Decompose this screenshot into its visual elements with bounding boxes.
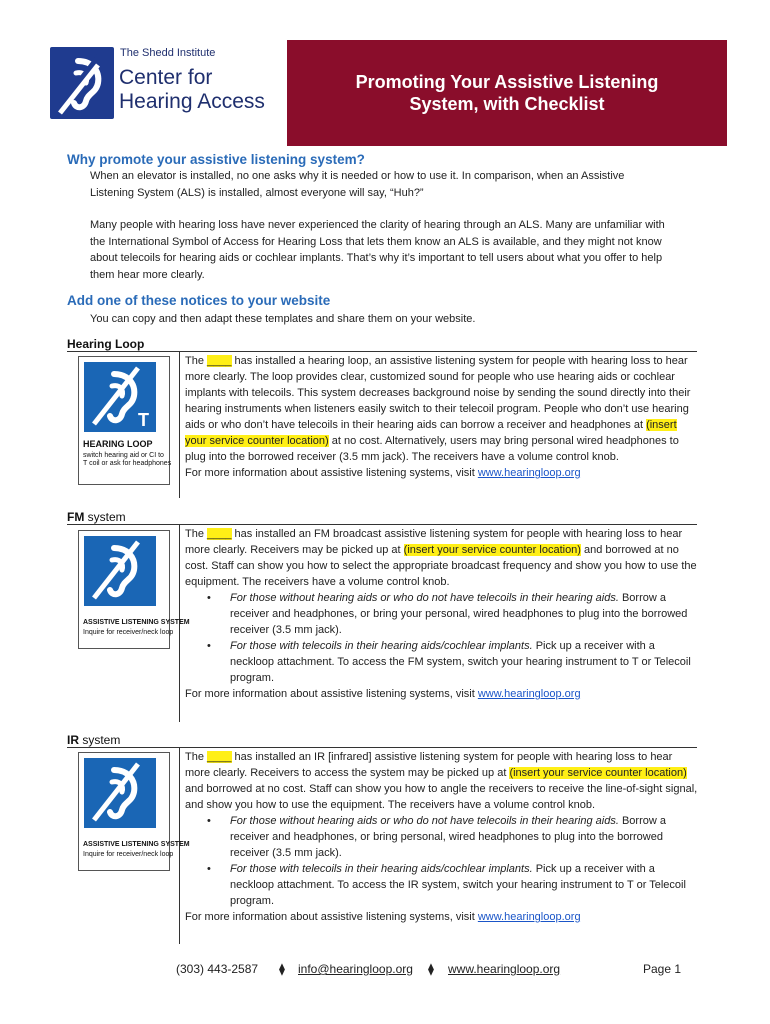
title-line-2: System, with Checklist [409,94,605,114]
ir-system-notice: The ____ has installed an IR [infrared] assistive listening system for people with hearing loss to hear more clearly. Receivers to access the system may be picked up at (insert your service counter location) and borrowed at no cost. Staff can show you how to angle the receivers to receive the line-of-sight signal, and show you how to use the equipment. The receivers have a volume control knob. • For those without hearing aids or who do not have telecoils in their hearing aids. Borrow a receiver and headphones, or bring personal, wired headphones to plug into the borrowed receiver (3.5 mm jack). • For those with telecoils in their hearing aids/cochlear implants. Pick up a receiver with a neckloop attachment. To access the IR system, switch your hearing instrument to T or Telecoil program. For more information about assistive listening systems, visit www.hearingloop.org [185,749,700,925]
sign-title: ASSISTIVE LISTENING SYSTEM [83,841,190,848]
sign-subtitle: switch hearing aid or CI to [83,452,164,459]
divider [179,351,180,498]
hearing-loop-sign [78,356,170,485]
hearing-loop-notice: The ____ has installed a hearing loop, an assistive listening system for people with hearing loss to hear more clearly. The loop provides clear, customized sound for people who use hearing aids or cochlear implants with telecoils. This system decreases background noise by sending the sound directly into their hearing instruments when listeners easily switch to their telecoil program. People who don’t use hearing aids or who don’t have telecoils in their hearing aids can borrow a receiver and headphones at (insert your service counter location) at no cost. Alternatively, users may bring personal wired headphones to plug into the borrowed receiver (3.5 mm jack). The receivers have a volume control knob. For more information about assistive listening systems, visit www.hearingloop.org [185,355,691,479]
sign-subtitle: T coil or ask for headphones [83,460,172,467]
sign-subtitle: Inquire for receiver/neck loop [83,851,174,858]
org-line-1: Center for [119,66,213,89]
svg-text:T: T [138,410,149,430]
fm-system-notice: The ____ has installed an FM broadcast assistive listening system for people with hearing loss to hear more clearly. Receivers may be picked up at (insert your service counter location) and borrowed at no cost. Staff can show you how to select the appropriate broadcast frequency and show you how to use the equipment. The receivers have a volume control knob. • For those without hearing aids or who do not have telecoils in their hearing aids. Borrow a receiver and headphones, or bring your personal, wired headphones to plug into the borrowed receiver (3.5 mm jack). • For those with telecoils in their hearing aids/cochlear implants. Pick up a receiver with a neckloop attachment. To access the FM system, switch your hearing instrument to T or Telecoil program. For more information about assistive listening systems, visit www.hearingloop.org [185,526,700,702]
assistive-listening-symbol-icon [84,758,156,828]
ir-system-sign [78,752,190,871]
hearingloop-link[interactable]: www.hearingloop.org [477,911,581,923]
service-location-placeholder: (insert your service counter location) [509,767,687,779]
fm-system-label: FM system [67,510,126,524]
ir-system-label: IR system [67,733,121,747]
notices-heading: Add one of these notices to your website [67,293,331,308]
org-line-2: Hearing Access [119,90,265,113]
hearing-loop-symbol-icon [84,362,156,432]
blank-placeholder: ____ [207,355,232,367]
footer-website-link[interactable]: www.hearingloop.org [448,962,561,976]
organization-name [119,66,265,114]
why-paragraph-1: When an elevator is installed, no one asks why it is needed or how to use it. In comparison, when an Assistive Listening System (ALS) is installed, almost everyone will say, “Huh?” [90,170,625,199]
assistive-listening-symbol-icon [84,536,156,606]
hearingloop-link[interactable]: www.hearingloop.org [477,688,581,700]
diamond-icon: ⧫ [428,962,434,976]
diamond-icon: ⧫ [279,962,285,976]
footer-phone: (303) 443-2587 [176,962,259,976]
list-item: • For those without hearing aids or who do not have telecoils in their hearing aids. Borrow a receiver and headphones, or bring your personal, wired headphones to plug into the borrowed receiver (3.5 mm jack). [207,592,688,636]
hearingloop-link[interactable]: www.hearingloop.org [477,467,581,479]
logo-ear-icon [50,47,114,119]
page-number: Page 1 [643,962,682,976]
service-location-placeholder: (insert your service counter location) [185,419,677,447]
blank-placeholder: ____ [207,751,232,763]
list-item: • For those with telecoils in their hearing aids/cochlear implants. Pick up a receiver with a neckloop attachment. To access the FM system, switch your hearing instrument to T or Telecoil program. [207,640,691,684]
why-paragraph-2: Many people with hearing loss have never experienced the clarity of hearing through an ALS. Many are unfamiliar with the International Symbol of Access for Hearing Loss that lets them know an ALS is available, and they might not know about telecoils for hearing aids or cochlear implants. That’s why it’s important to tell users about what you offer to help them hear more clearly. [90,219,665,281]
service-location-placeholder: (insert your service counter location) [403,544,581,556]
sign-title: HEARING LOOP [83,439,153,449]
blank-placeholder: ____ [207,528,232,540]
hearing-loop-label: Hearing Loop [67,337,145,351]
divider [67,524,697,525]
institute-name: The Shedd Institute [120,47,216,59]
title-line-1: Promoting Your Assistive Listening [355,72,659,92]
why-heading: Why promote your assistive listening system? [67,152,365,167]
list-item: • For those with telecoils in their hearing aids/cochlear implants. Pick up a receiver with a neckloop attachment. To access the IR system, switch your hearing instrument to T or Telecoil program. [207,863,686,907]
sign-title: ASSISTIVE LISTENING SYSTEM [83,619,190,626]
footer-email-link[interactable]: info@hearingloop.org [298,962,413,976]
document-title [287,40,727,146]
sign-subtitle: Inquire for receiver/neck loop [83,629,174,636]
fm-system-sign [78,530,190,649]
divider [67,747,697,748]
divider [67,351,697,352]
notices-intro: You can copy and then adapt these templates and share them on your website. [90,313,476,325]
list-item: • For those without hearing aids or who do not have telecoils in their hearing aids. Borrow a receiver and headphones, or bring personal, wired headphones to plug into the borrowed receiver (3.5 mm jack). [207,815,666,859]
